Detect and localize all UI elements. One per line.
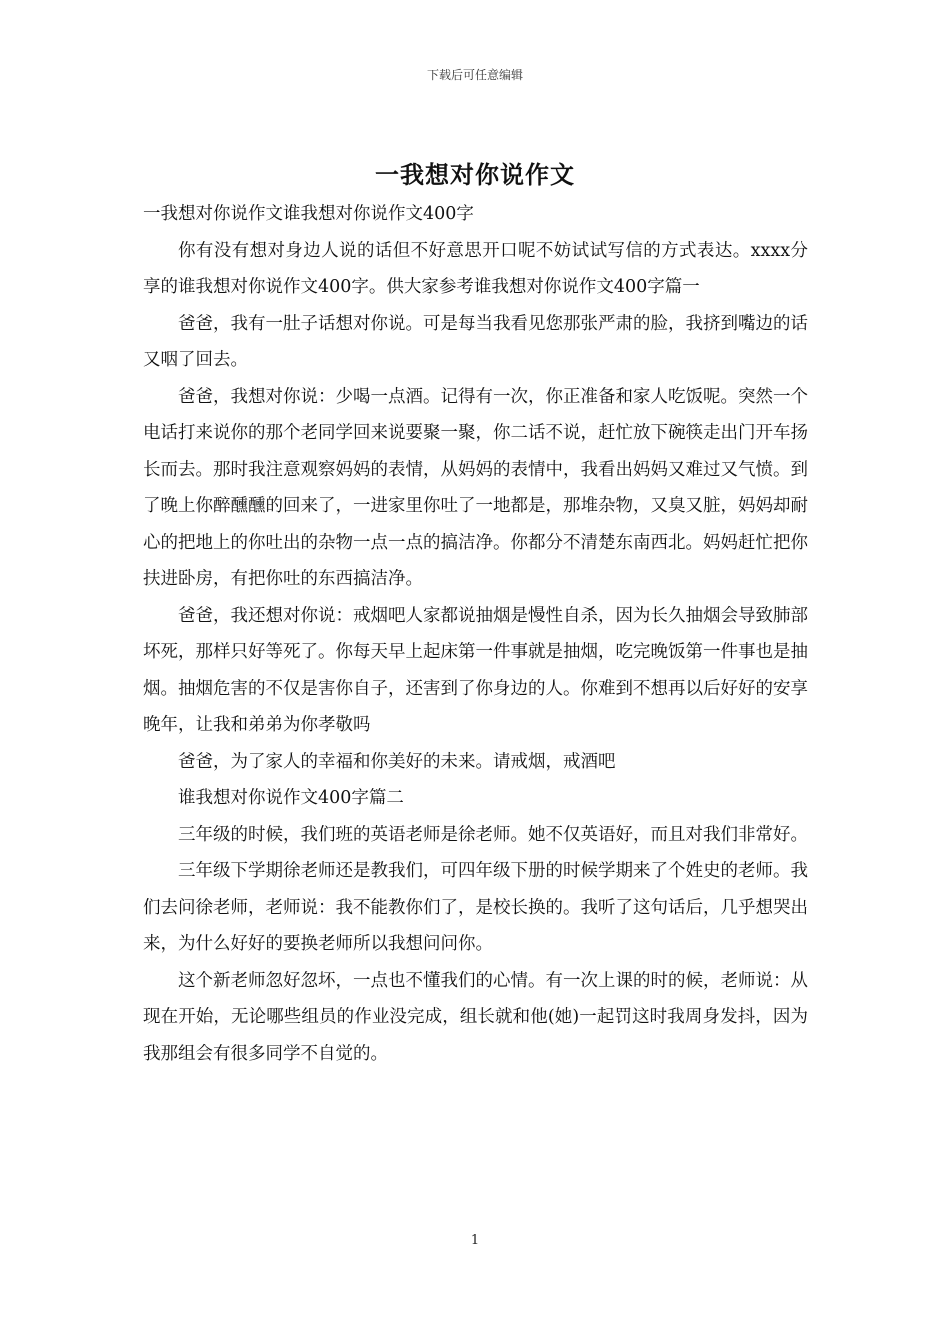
page-number: 1	[470, 1233, 480, 1248]
header-note: 下载后可任意编辑	[426, 68, 523, 82]
paragraph: 三年级的时候，我们班的英语老师是徐老师。她不仅英语好，而且对我们非常好。	[178, 824, 808, 845]
paragraph: 爸爸，为了家人的幸福和你美好的未来。请戒烟，戒酒吧	[178, 751, 616, 772]
subtitle-line: 一我想对你说作文谁我想对你说作文400字	[143, 204, 474, 224]
paragraph: 三年级下学期徐老师还是教我们，可四年级下册的时候学期来了个姓史的老师。我们去问徐老师，老师说：我不能教你们了，是校长换的。我听了这句话后，几乎想哭出来，为什么好好的要换老师所以我想问问你。	[143, 861, 808, 954]
section-heading: 谁我想对你说作文400字篇二	[178, 788, 404, 808]
paragraph: 爸爸，我有一肚子话想对你说。可是每当我看见您那张严肃的脸，我挤到嘴边的话又咽了回去。	[143, 313, 808, 370]
paragraph: 爸爸，我想对你说：少喝一点酒。记得有一次，你正准备和家人吃饭呢。突然一个电话打来说你的那个老同学回来说要聚一聚，你二话不说，赶忙放下碗筷走出门开车扬长而去。那时我注意观察妈妈的表情，从妈妈的表情中，我看出妈妈又难过又气愤。到了晚上你醉醺醺的回来了，一进家里你吐了一地都是，那堆杂物，又臭又脏，妈妈却耐心的把地上的你吐出的杂物一点一点的搞洁净。你都分不清楚东南西北。妈妈赶忙把你扶进卧房，有把你吐的东西搞洁净。	[143, 386, 808, 589]
paragraph: 爸爸，我还想对你说：戒烟吧人家都说抽烟是慢性自杀，因为长久抽烟会导致肺部坏死，那样只好等死了。你每天早上起床第一件事就是抽烟，吃完晚饭第一件事也是抽烟。抽烟危害的不仅是害你自子，还害到了你身边的人。你难到不想再以后好好的安享晚年，让我和弟弟为你孝敬吗	[143, 605, 808, 735]
document-title: 一我想对你说作文	[375, 160, 575, 189]
document-body	[143, 196, 808, 1072]
paragraph: 这个新老师忽好忽坏，一点也不懂我们的心情。有一次上课的时的候，老师说：从现在开始，无论哪些组员的作业没完成，组长就和他(她)一起罚这时我周身发抖，因为我那组会有很多同学不自觉的。	[143, 970, 808, 1064]
paragraph: 你有没有想对身边人说的话但不好意思开口呢不妨试试写信的方式表达。xxxx分享的谁我想对你说作文400字。供大家参考谁我想对你说作文400字篇一	[143, 240, 808, 297]
